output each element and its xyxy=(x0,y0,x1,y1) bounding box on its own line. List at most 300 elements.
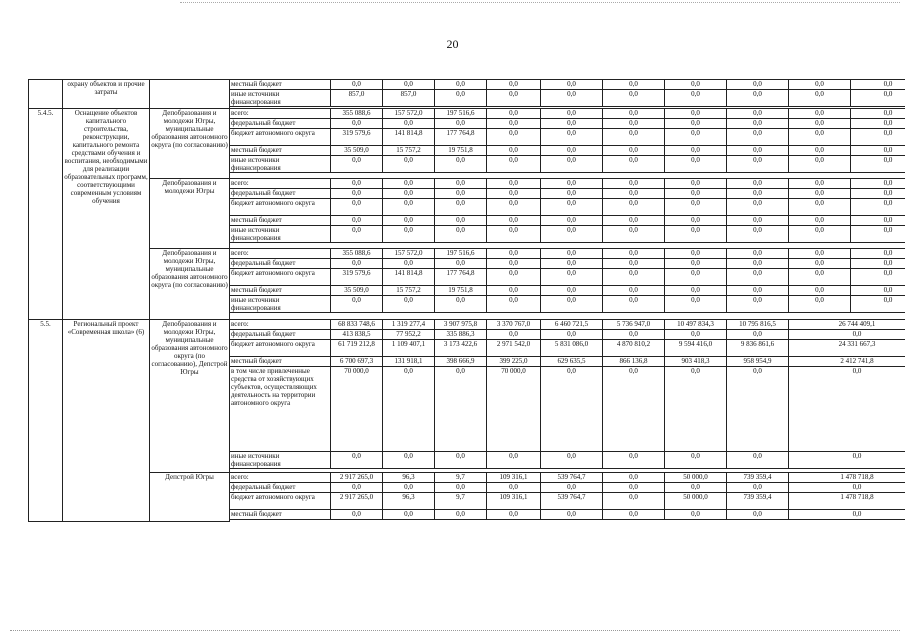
funding-source-cell: федеральный бюджет xyxy=(230,483,331,493)
value-cell: 0,0 xyxy=(727,146,789,156)
table-row xyxy=(29,179,905,189)
value-cell: 0,0 xyxy=(541,269,603,286)
value-cell: 355 088,6 xyxy=(331,109,383,119)
value-cell: 0,0 xyxy=(727,119,789,129)
value-cell: 0,0 xyxy=(331,296,383,313)
value-cell: 0,0 xyxy=(789,216,851,226)
value-cell: 0,0 xyxy=(727,452,789,469)
value-cell: 0,0 xyxy=(851,226,905,243)
value-cell: 0,0 xyxy=(851,286,905,296)
value-cell: 0,0 xyxy=(851,119,905,129)
value-cell: 0,0 xyxy=(727,259,789,269)
value-cell: 0,0 xyxy=(541,129,603,146)
value-cell: 0,0 xyxy=(331,179,383,189)
value-cell: 109 316,1 xyxy=(487,473,541,483)
value-cell: 0,0 xyxy=(541,216,603,226)
funding-source-cell: иные источники финансирования xyxy=(230,296,331,313)
value-cell: 0,0 xyxy=(383,452,435,469)
value-cell: 0,0 xyxy=(603,179,665,189)
value-cell: 903 418,3 xyxy=(665,357,727,367)
value-cell: 3 173 422,6 xyxy=(435,340,487,357)
value-cell: 0,0 xyxy=(435,179,487,189)
value-cell: 0,0 xyxy=(603,367,665,452)
value-cell: 0,0 xyxy=(435,90,487,107)
funding-source-cell: иные источники финансирования xyxy=(230,452,331,469)
value-cell: 0,0 xyxy=(331,259,383,269)
executor-cell: Депобразования и молодежи Югры, муниципальные образования автономного округа (по согласованию), Депстрой Югры xyxy=(150,320,230,473)
value-cell: 355 088,6 xyxy=(331,249,383,259)
value-cell: 0,0 xyxy=(789,367,905,452)
value-cell: 0,0 xyxy=(727,216,789,226)
value-cell: 0,0 xyxy=(487,80,541,90)
value-cell: 0,0 xyxy=(851,269,905,286)
value-cell: 0,0 xyxy=(383,189,435,199)
value-cell: 0,0 xyxy=(541,189,603,199)
value-cell: 0,0 xyxy=(603,189,665,199)
value-cell: 19 751,8 xyxy=(435,146,487,156)
value-cell: 0,0 xyxy=(435,80,487,90)
value-cell: 739 359,4 xyxy=(727,473,789,483)
value-cell: 0,0 xyxy=(665,286,727,296)
value-cell: 0,0 xyxy=(665,80,727,90)
item-number-cell: 5.4.5. xyxy=(29,109,63,320)
value-cell: 0,0 xyxy=(851,109,905,119)
value-cell: 2 971 542,0 xyxy=(487,340,541,357)
value-cell: 0,0 xyxy=(789,226,851,243)
value-cell: 0,0 xyxy=(435,226,487,243)
value-cell: 0,0 xyxy=(851,296,905,313)
value-cell: 5 736 947,0 xyxy=(603,320,665,330)
value-cell: 3 907 975,8 xyxy=(435,320,487,330)
funding-source-cell: бюджет автономного округа xyxy=(230,340,331,357)
value-cell: 0,0 xyxy=(665,367,727,452)
value-cell: 0,0 xyxy=(487,179,541,189)
value-cell: 0,0 xyxy=(665,109,727,119)
funding-source-cell: всего: xyxy=(230,249,331,259)
value-cell: 0,0 xyxy=(603,249,665,259)
value-cell: 0,0 xyxy=(603,90,665,107)
value-cell: 0,0 xyxy=(331,189,383,199)
executor-cell: Депобразования и молодежи Югры, муниципальные образования автономного округа (по согласованию) xyxy=(150,249,230,320)
value-cell: 0,0 xyxy=(603,129,665,146)
value-cell: 0,0 xyxy=(665,199,727,216)
value-cell: 77 952,2 xyxy=(383,330,435,340)
value-cell: 0,0 xyxy=(727,199,789,216)
value-cell: 4 870 810,2 xyxy=(603,340,665,357)
value-cell: 131 918,1 xyxy=(383,357,435,367)
value-cell: 0,0 xyxy=(603,109,665,119)
value-cell: 0,0 xyxy=(383,226,435,243)
value-cell: 0,0 xyxy=(487,249,541,259)
value-cell: 0,0 xyxy=(727,189,789,199)
value-cell: 0,0 xyxy=(665,146,727,156)
value-cell: 0,0 xyxy=(665,296,727,313)
value-cell: 0,0 xyxy=(789,259,851,269)
value-cell: 0,0 xyxy=(603,510,665,520)
table-row xyxy=(29,320,905,330)
value-cell: 0,0 xyxy=(603,199,665,216)
value-cell: 0,0 xyxy=(331,226,383,243)
value-cell: 0,0 xyxy=(435,296,487,313)
value-cell: 0,0 xyxy=(435,259,487,269)
table-row xyxy=(29,249,905,259)
value-cell: 0,0 xyxy=(541,510,603,520)
value-cell: 0,0 xyxy=(383,156,435,173)
value-cell: 0,0 xyxy=(331,216,383,226)
value-cell: 70 000,0 xyxy=(331,367,383,452)
value-cell: 0,0 xyxy=(851,146,905,156)
value-cell: 0,0 xyxy=(851,179,905,189)
value-cell: 68 833 748,6 xyxy=(331,320,383,330)
value-cell: 0,0 xyxy=(435,189,487,199)
value-cell: 0,0 xyxy=(331,199,383,216)
item-name-cell: Оснащение объектов капитального строительства, реконструкции, капитального ремонта средствами обучения и воспитания, необходимыми для реализации образовательных программ, соответствующими современным условиям обучения xyxy=(63,109,150,320)
value-cell: 61 719 212,8 xyxy=(331,340,383,357)
funding-source-cell: местный бюджет xyxy=(230,80,331,90)
value-cell: 0,0 xyxy=(789,269,851,286)
value-cell: 0,0 xyxy=(727,296,789,313)
value-cell: 0,0 xyxy=(435,119,487,129)
page-number: 20 xyxy=(446,37,459,51)
value-cell: 0,0 xyxy=(665,189,727,199)
value-cell: 0,0 xyxy=(541,156,603,173)
value-cell: 109 316,1 xyxy=(487,493,541,510)
value-cell: 141 814,8 xyxy=(383,269,435,286)
funding-source-cell: бюджет автономного округа xyxy=(230,269,331,286)
value-cell: 0,0 xyxy=(727,226,789,243)
value-cell: 0,0 xyxy=(541,286,603,296)
item-name-cell: охрану объектов и прочие затраты xyxy=(63,80,150,109)
value-cell: 0,0 xyxy=(331,452,383,469)
value-cell: 0,0 xyxy=(435,510,487,520)
value-cell: 0,0 xyxy=(603,226,665,243)
value-cell: 0,0 xyxy=(727,286,789,296)
funding-source-cell: бюджет автономного округа xyxy=(230,199,331,216)
value-cell: 0,0 xyxy=(603,296,665,313)
value-cell: 0,0 xyxy=(727,80,789,90)
value-cell: 0,0 xyxy=(727,129,789,146)
value-cell: 50 000,0 xyxy=(665,493,727,510)
value-cell: 0,0 xyxy=(541,367,603,452)
value-cell: 0,0 xyxy=(435,483,487,493)
value-cell: 0,0 xyxy=(603,286,665,296)
value-cell: 335 886,3 xyxy=(435,330,487,340)
value-cell: 0,0 xyxy=(665,249,727,259)
funding-source-cell: всего: xyxy=(230,473,331,483)
value-cell: 177 764,8 xyxy=(435,129,487,146)
value-cell: 0,0 xyxy=(665,259,727,269)
value-cell: 9 836 861,6 xyxy=(727,340,789,357)
value-cell: 197 516,6 xyxy=(435,109,487,119)
budget-table xyxy=(28,79,905,522)
value-cell: 0,0 xyxy=(541,249,603,259)
value-cell: 0,0 xyxy=(541,226,603,243)
value-cell: 319 579,6 xyxy=(331,269,383,286)
value-cell: 0,0 xyxy=(789,156,851,173)
value-cell: 0,0 xyxy=(487,156,541,173)
value-cell: 157 572,0 xyxy=(383,249,435,259)
value-cell: 0,0 xyxy=(603,156,665,173)
value-cell: 0,0 xyxy=(435,452,487,469)
value-cell: 0,0 xyxy=(487,109,541,119)
funding-source-cell: местный бюджет xyxy=(230,286,331,296)
value-cell: 0,0 xyxy=(383,119,435,129)
value-cell: 0,0 xyxy=(603,483,665,493)
value-cell: 35 509,0 xyxy=(331,286,383,296)
value-cell: 0,0 xyxy=(789,179,851,189)
table-row xyxy=(29,473,905,483)
funding-source-cell: федеральный бюджет xyxy=(230,189,331,199)
funding-source-cell: всего: xyxy=(230,109,331,119)
value-cell: 0,0 xyxy=(331,156,383,173)
value-cell: 0,0 xyxy=(487,199,541,216)
value-cell: 0,0 xyxy=(665,90,727,107)
value-cell: 0,0 xyxy=(789,199,851,216)
funding-source-cell: всего: xyxy=(230,320,331,330)
value-cell: 0,0 xyxy=(435,199,487,216)
value-cell: 0,0 xyxy=(665,226,727,243)
value-cell: 0,0 xyxy=(541,452,603,469)
value-cell: 0,0 xyxy=(487,286,541,296)
value-cell: 0,0 xyxy=(435,367,487,452)
scan-edge-bottom xyxy=(10,630,900,631)
value-cell: 26 744 409,1 xyxy=(789,320,905,330)
value-cell: 0,0 xyxy=(665,510,727,520)
value-cell: 0,0 xyxy=(789,452,905,469)
value-cell: 0,0 xyxy=(789,129,851,146)
value-cell: 0,0 xyxy=(383,296,435,313)
value-cell: 0,0 xyxy=(727,156,789,173)
value-cell: 157 572,0 xyxy=(383,109,435,119)
value-cell: 0,0 xyxy=(851,189,905,199)
value-cell: 0,0 xyxy=(851,80,905,90)
value-cell: 197 516,6 xyxy=(435,249,487,259)
value-cell: 1 109 407,1 xyxy=(383,340,435,357)
value-cell: 0,0 xyxy=(487,216,541,226)
funding-source-cell: всего: xyxy=(230,179,331,189)
table-row xyxy=(29,80,905,90)
value-cell: 0,0 xyxy=(487,259,541,269)
value-cell: 0,0 xyxy=(727,330,789,340)
value-cell: 0,0 xyxy=(487,226,541,243)
funding-source-cell: местный бюджет xyxy=(230,357,331,367)
value-cell: 0,0 xyxy=(603,259,665,269)
value-cell: 0,0 xyxy=(541,80,603,90)
value-cell: 0,0 xyxy=(331,119,383,129)
value-cell: 0,0 xyxy=(541,296,603,313)
item-name-cell: Региональный проект «Современная школа» (6) xyxy=(63,320,150,522)
value-cell: 319 579,6 xyxy=(331,129,383,146)
value-cell: 0,0 xyxy=(487,129,541,146)
value-cell: 0,0 xyxy=(487,296,541,313)
value-cell: 0,0 xyxy=(665,452,727,469)
value-cell: 177 764,8 xyxy=(435,269,487,286)
value-cell: 1 478 718,8 xyxy=(789,493,905,510)
value-cell: 1 319 277,4 xyxy=(383,320,435,330)
value-cell: 0,0 xyxy=(487,189,541,199)
value-cell: 0,0 xyxy=(727,510,789,520)
value-cell: 0,0 xyxy=(331,80,383,90)
value-cell: 0,0 xyxy=(541,90,603,107)
value-cell: 0,0 xyxy=(541,179,603,189)
value-cell: 6 460 721,5 xyxy=(541,320,603,330)
value-cell: 0,0 xyxy=(789,146,851,156)
value-cell: 70 000,0 xyxy=(487,367,541,452)
value-cell: 0,0 xyxy=(851,216,905,226)
value-cell: 0,0 xyxy=(665,156,727,173)
value-cell: 0,0 xyxy=(789,90,851,107)
value-cell: 0,0 xyxy=(487,483,541,493)
value-cell: 0,0 xyxy=(789,296,851,313)
value-cell: 0,0 xyxy=(541,330,603,340)
value-cell: 0,0 xyxy=(541,146,603,156)
value-cell: 0,0 xyxy=(665,216,727,226)
executor-cell: Депобразования и молодежи Югры, муниципальные образования автономного округа (по согласованию) xyxy=(150,109,230,179)
value-cell: 0,0 xyxy=(383,80,435,90)
funding-source-cell: федеральный бюджет xyxy=(230,259,331,269)
value-cell: 739 359,4 xyxy=(727,493,789,510)
value-cell: 0,0 xyxy=(541,199,603,216)
value-cell: 3 370 767,0 xyxy=(487,320,541,330)
value-cell: 0,0 xyxy=(383,483,435,493)
value-cell: 0,0 xyxy=(331,483,383,493)
value-cell: 0,0 xyxy=(665,119,727,129)
value-cell: 0,0 xyxy=(789,80,851,90)
value-cell: 0,0 xyxy=(383,259,435,269)
value-cell: 0,0 xyxy=(851,90,905,107)
value-cell: 2 412 741,8 xyxy=(789,357,905,367)
value-cell: 0,0 xyxy=(383,367,435,452)
value-cell: 0,0 xyxy=(541,109,603,119)
value-cell: 539 764,7 xyxy=(541,473,603,483)
value-cell: 0,0 xyxy=(541,259,603,269)
value-cell: 2 917 265,0 xyxy=(331,473,383,483)
value-cell: 866 136,8 xyxy=(603,357,665,367)
value-cell: 0,0 xyxy=(727,109,789,119)
value-cell: 0,0 xyxy=(727,90,789,107)
value-cell: 0,0 xyxy=(851,156,905,173)
value-cell: 629 635,5 xyxy=(541,357,603,367)
value-cell: 0,0 xyxy=(603,146,665,156)
value-cell: 24 331 667,3 xyxy=(789,340,905,357)
value-cell: 0,0 xyxy=(603,473,665,483)
value-cell: 96,3 xyxy=(383,493,435,510)
value-cell: 0,0 xyxy=(487,90,541,107)
value-cell: 0,0 xyxy=(789,109,851,119)
scan-edge-top xyxy=(180,2,900,3)
value-cell: 0,0 xyxy=(665,129,727,146)
value-cell: 0,0 xyxy=(435,156,487,173)
funding-source-cell: иные источники финансирования xyxy=(230,156,331,173)
item-number-cell xyxy=(29,80,63,109)
value-cell: 0,0 xyxy=(851,199,905,216)
value-cell: 0,0 xyxy=(789,249,851,259)
funding-source-cell: иные источники финансирования xyxy=(230,226,331,243)
funding-source-cell: местный бюджет xyxy=(230,216,331,226)
funding-source-cell: федеральный бюджет xyxy=(230,119,331,129)
funding-source-cell: бюджет автономного округа xyxy=(230,493,331,510)
value-cell: 1 478 718,8 xyxy=(789,473,905,483)
value-cell: 0,0 xyxy=(665,330,727,340)
item-number-cell: 5.5. xyxy=(29,320,63,522)
value-cell: 0,0 xyxy=(383,179,435,189)
value-cell: 0,0 xyxy=(851,129,905,146)
value-cell: 0,0 xyxy=(727,179,789,189)
value-cell: 0,0 xyxy=(331,510,383,520)
funding-source-cell: в том числе привлеченные средства от хозяйствующих субъектов, осуществляющих деятельность на территории автономного округа xyxy=(230,367,331,452)
value-cell: 0,0 xyxy=(603,216,665,226)
value-cell: 0,0 xyxy=(487,510,541,520)
value-cell: 0,0 xyxy=(603,330,665,340)
value-cell: 857,0 xyxy=(331,90,383,107)
executor-cell: Депстрой Югры xyxy=(150,473,230,522)
value-cell: 0,0 xyxy=(487,119,541,129)
funding-source-cell: местный бюджет xyxy=(230,510,331,520)
value-cell: 0,0 xyxy=(541,483,603,493)
funding-source-cell: бюджет автономного округа xyxy=(230,129,331,146)
value-cell: 0,0 xyxy=(603,452,665,469)
value-cell: 0,0 xyxy=(435,216,487,226)
value-cell: 539 764,7 xyxy=(541,493,603,510)
value-cell: 9,7 xyxy=(435,493,487,510)
funding-source-cell: федеральный бюджет xyxy=(230,330,331,340)
value-cell: 0,0 xyxy=(665,483,727,493)
table-row xyxy=(29,109,905,119)
value-cell: 0,0 xyxy=(789,483,905,493)
value-cell: 857,0 xyxy=(383,90,435,107)
value-cell: 2 917 265,0 xyxy=(331,493,383,510)
value-cell: 399 225,0 xyxy=(487,357,541,367)
value-cell: 0,0 xyxy=(383,216,435,226)
value-cell: 0,0 xyxy=(727,249,789,259)
value-cell: 0,0 xyxy=(727,367,789,452)
value-cell: 50 000,0 xyxy=(665,473,727,483)
value-cell: 0,0 xyxy=(603,119,665,129)
funding-source-cell: иные источники финансирования xyxy=(230,90,331,107)
funding-source-cell: местный бюджет xyxy=(230,146,331,156)
value-cell: 35 509,0 xyxy=(331,146,383,156)
executor-cell: Депобразования и молодежи Югры xyxy=(150,179,230,249)
value-cell: 6 700 697,3 xyxy=(331,357,383,367)
value-cell: 0,0 xyxy=(383,199,435,216)
value-cell: 0,0 xyxy=(383,510,435,520)
value-cell: 0,0 xyxy=(487,330,541,340)
value-cell: 141 814,8 xyxy=(383,129,435,146)
value-cell: 9 594 416,0 xyxy=(665,340,727,357)
value-cell: 0,0 xyxy=(789,119,851,129)
value-cell: 0,0 xyxy=(603,493,665,510)
value-cell: 0,0 xyxy=(789,286,851,296)
value-cell: 0,0 xyxy=(487,269,541,286)
value-cell: 398 666,9 xyxy=(435,357,487,367)
value-cell: 0,0 xyxy=(789,189,851,199)
value-cell: 15 757,2 xyxy=(383,146,435,156)
value-cell: 0,0 xyxy=(603,80,665,90)
value-cell: 10 795 816,5 xyxy=(727,320,789,330)
value-cell: 0,0 xyxy=(665,269,727,286)
value-cell: 0,0 xyxy=(789,510,905,520)
value-cell: 0,0 xyxy=(487,452,541,469)
value-cell: 413 838,5 xyxy=(331,330,383,340)
value-cell: 0,0 xyxy=(487,146,541,156)
value-cell: 10 497 834,3 xyxy=(665,320,727,330)
value-cell: 0,0 xyxy=(851,259,905,269)
value-cell: 0,0 xyxy=(665,179,727,189)
value-cell: 0,0 xyxy=(727,483,789,493)
value-cell: 0,0 xyxy=(727,269,789,286)
value-cell: 19 751,8 xyxy=(435,286,487,296)
value-cell: 15 757,2 xyxy=(383,286,435,296)
